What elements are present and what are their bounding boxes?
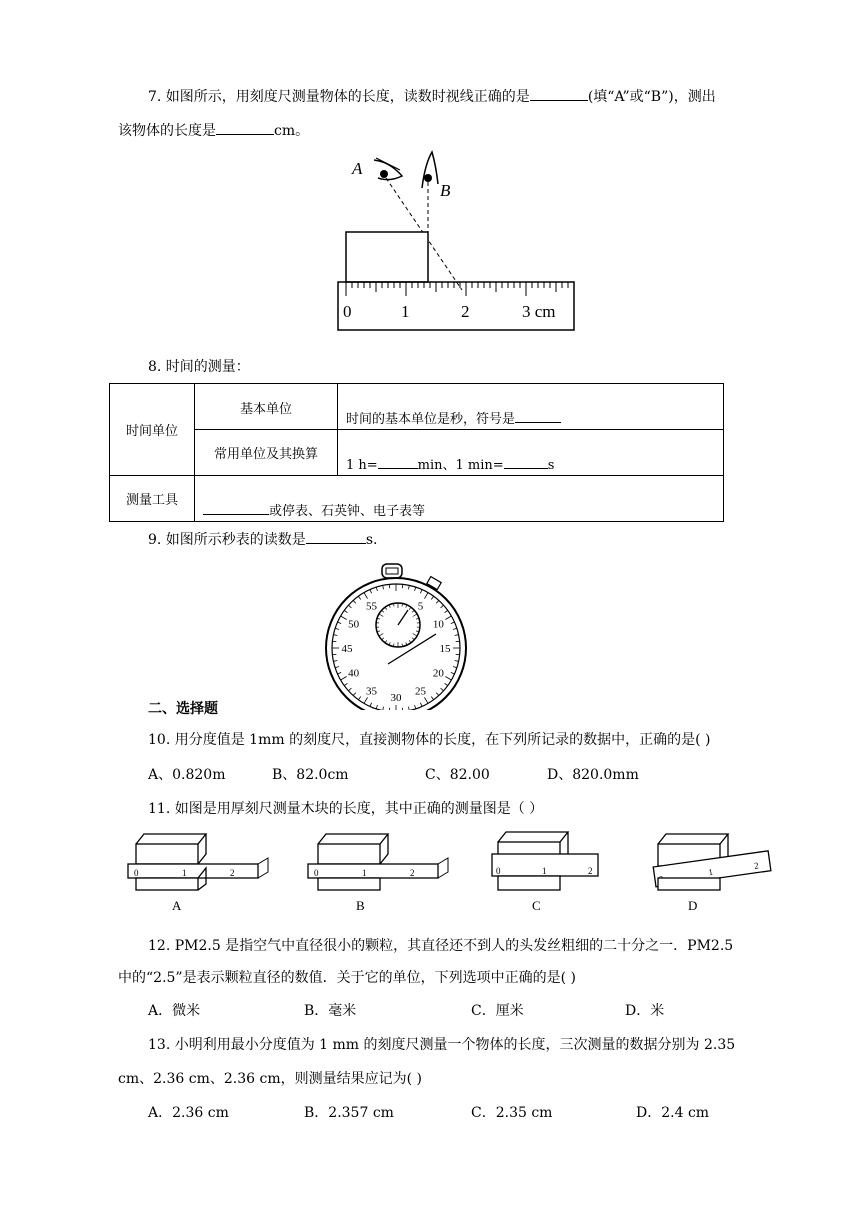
dial-label: 25: [415, 685, 426, 698]
q13-option-d[interactable]: D．2.4 cm: [636, 1105, 710, 1121]
row-header-tool: 测量工具: [110, 476, 195, 522]
conv-a: 1 h=: [346, 458, 378, 473]
fig-label-d: D: [688, 898, 698, 913]
fig-c-tick-2: 2: [588, 866, 593, 876]
stopwatch-figure: [318, 560, 478, 710]
q7-ruler-figure: [330, 150, 580, 335]
cell-basic-unit: 基本单位: [195, 384, 338, 430]
q9-blank[interactable]: [306, 529, 366, 544]
basic-unit-text: 时间的基本单位是秒，符号是: [346, 412, 516, 427]
q9-text: [148, 529, 377, 551]
fig-a-tick-0: 0: [134, 868, 139, 878]
symbol-blank[interactable]: [515, 408, 561, 423]
conv-c: s: [547, 458, 555, 473]
dial-label: 50: [348, 618, 360, 631]
crown-icon: [382, 564, 402, 578]
fig-b-tick-2: 2: [410, 868, 415, 878]
q10-option-c[interactable]: C、82.00: [425, 767, 490, 783]
fig-c-tick-0: 0: [496, 866, 501, 876]
q13-line2: cm、2.36 cm、2.36 cm，则测量结果应记为( ): [118, 1071, 422, 1087]
row-header-time-unit: 时间单位: [110, 384, 195, 476]
dial-label: 40: [348, 667, 360, 680]
fig-label-a: A: [172, 898, 182, 913]
q10-option-d[interactable]: D、820.0mm: [547, 767, 639, 783]
dial-label: 30: [390, 692, 402, 704]
q12-option-a[interactable]: A．微米: [148, 1003, 201, 1019]
figure-b: [308, 834, 448, 890]
q12-option-c[interactable]: C．厘米: [471, 1003, 524, 1019]
q13-option-b[interactable]: B．2.357 cm: [304, 1105, 394, 1121]
q10-text: 10. 用分度值是 1mm 的刻度尺，直接测物体的长度，在下列所记录的数据中，正确的是( ): [148, 732, 711, 748]
q13-line1: 13. 小明利用最小分度值为 1 mm 的刻度尺测量一个物体的长度，三次测量的数据分别为 2.35: [148, 1037, 736, 1053]
fig-a-tick-2: 2: [230, 868, 235, 878]
q12-line1: 12. PM2.5 是指空气中直径很小的颗粒，其直径还不到人的头发丝粗细的二十分之一．PM2.5: [148, 938, 734, 954]
dial-label: 10: [432, 618, 444, 631]
fig-c-tick-1: 1: [542, 866, 547, 876]
tick-label-3: 3 cm: [522, 302, 556, 321]
fig-label-b: B: [356, 898, 365, 913]
q7-blank-2[interactable]: [216, 120, 274, 135]
tick-label-1: 1: [401, 302, 410, 321]
measured-object: [346, 232, 428, 282]
q7-blank-1[interactable]: [530, 86, 588, 101]
ruler-ticks: [346, 282, 568, 296]
tick-label-0: 0: [343, 302, 352, 321]
fig-b-tick-0: 0: [314, 868, 319, 878]
q7-text-b: (填“A”或“B”)，测出: [587, 89, 716, 105]
q11-text: 11. 如图是用厚刻尺测量木块的长度，其中正确的测量图是（ ）: [148, 801, 544, 817]
cell-basic-unit-content: [338, 384, 724, 430]
figure-d: [653, 834, 771, 890]
q13-option-a[interactable]: A．2.36 cm: [148, 1105, 229, 1121]
q7-text-c: 该物体的长度是: [118, 123, 216, 139]
q11-figures: [118, 828, 798, 918]
q13-option-c[interactable]: C．2.35 cm: [471, 1105, 553, 1121]
min-sec-blank[interactable]: [504, 454, 548, 469]
dial-label: 55: [366, 600, 377, 613]
fig-label-c: C: [532, 898, 541, 913]
fig-d-tick-2: 2: [753, 860, 760, 871]
eye-a-icon: [374, 158, 402, 180]
q10-option-b[interactable]: B、82.0cm: [272, 767, 349, 783]
conv-b: min、1 min=: [417, 458, 504, 473]
dial-label: 5: [417, 600, 424, 613]
fig-d-tick-1: 1: [707, 866, 714, 878]
fig-b-tick-1: 1: [362, 868, 367, 878]
tool-text: 或停表、石英钟、电子表等: [269, 504, 426, 519]
q7-line1: [148, 86, 716, 108]
eye-b-label: B: [440, 181, 451, 200]
dial-label: 45: [341, 643, 353, 655]
time-measure-table: [109, 383, 724, 522]
figure-c: [492, 832, 598, 890]
hour-min-blank[interactable]: [378, 454, 418, 469]
q7-line2: [118, 120, 309, 142]
dial-label: 20: [432, 667, 444, 680]
q9-text-a: 9. 如图所示秒表的读数是: [148, 532, 306, 548]
eye-a-label: A: [352, 159, 363, 178]
q9-text-b: s.: [365, 532, 378, 548]
q7-text-d: cm。: [274, 123, 310, 139]
section2-title: 二、选择题: [148, 701, 218, 717]
cell-common-units: 常用单位及其换算: [195, 430, 338, 476]
cell-tool-content: [195, 476, 724, 522]
cell-conversion-content: [338, 430, 724, 476]
dial-label: 35: [366, 685, 377, 698]
eye-b-icon: [422, 152, 438, 188]
q8-title: 8. 时间的测量：: [148, 359, 250, 375]
q12-option-d[interactable]: D．米: [625, 1003, 665, 1019]
q12-line2: 中的“2.5”是表示颗粒直径的数值．关于它的单位，下列选项中正确的是( ): [118, 970, 576, 986]
tick-label-2: 2: [461, 302, 470, 321]
tool-blank[interactable]: [203, 500, 269, 515]
fig-a-tick-1: 1: [182, 868, 187, 878]
q10-option-a[interactable]: A、0.820m: [148, 767, 226, 783]
dial-label: 15: [439, 643, 451, 655]
q12-option-b[interactable]: B．毫米: [304, 1003, 357, 1019]
figure-a: [128, 834, 268, 890]
q7-text-a: 7. 如图所示，用刻度尺测量物体的长度，读数时视线正确的是: [148, 89, 530, 105]
